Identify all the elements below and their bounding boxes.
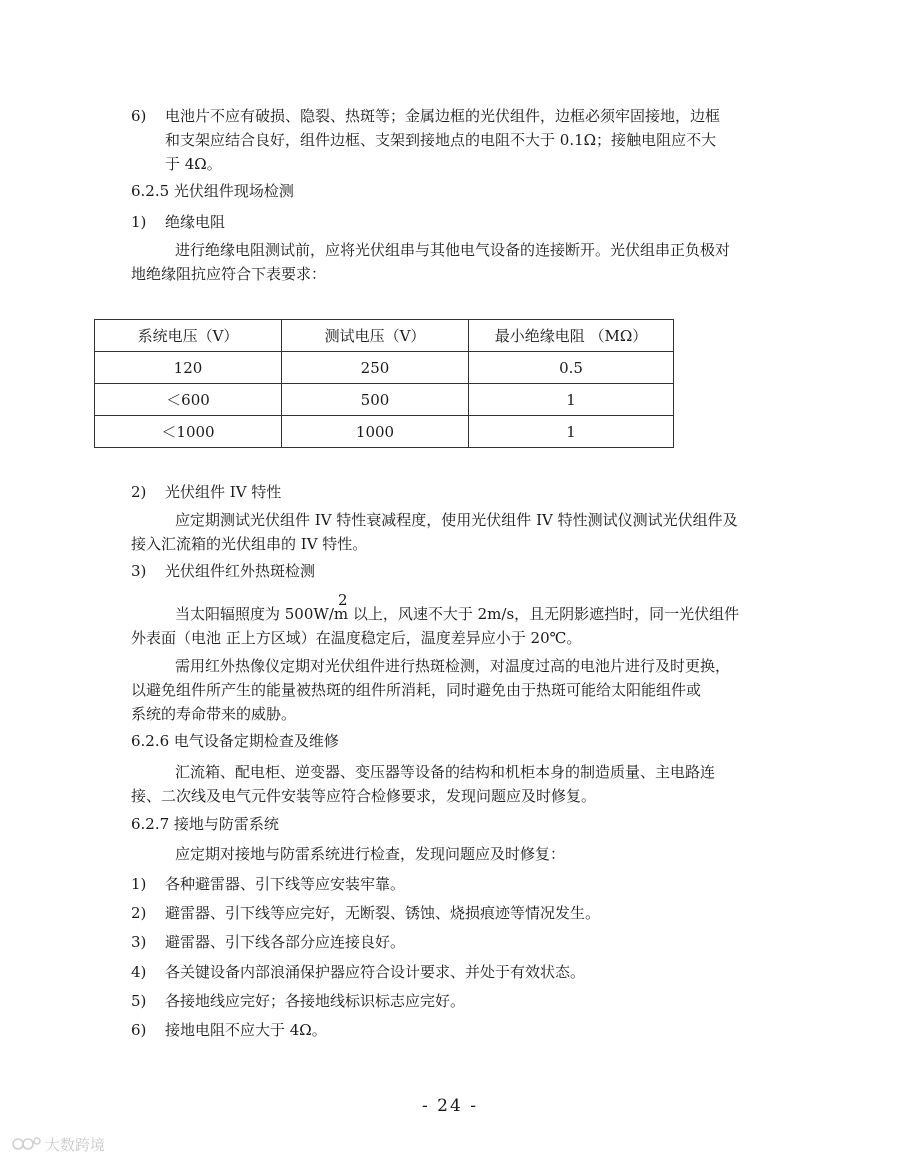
list-number: 6) [131,107,147,125]
table-cell: 1 [469,384,674,416]
section-heading: 6.2.5 光伏组件现场检测 [131,182,294,200]
table-cell: 250 [282,352,469,384]
list-item [131,903,600,924]
paragraph-line: 地绝缘阻抗应符合下表要求： [131,265,327,283]
list-number: 4) [131,963,147,981]
paragraph-line: 系统的寿命带来的威胁。 [131,705,297,723]
list-item [131,932,405,953]
list-text: 接地电阻不应大于 4Ω。 [165,1021,327,1039]
list-item [131,106,720,127]
paragraph-line: 和支架应结合良好，组件边框、支架到接地点的电阻不大于 0.1Ω；接触电阻应不大 [165,131,717,149]
list-text: 各种避雷器、引下线等应安装牢靠。 [165,875,406,893]
paragraph-line: 外表面（电池 正上方区域）在温度稳定后，温度差异应小于 20℃。 [131,629,582,647]
list-item [131,874,405,895]
list-number: 1) [131,875,147,893]
list-text: 避雷器、引下线等应完好，无断裂、锈蚀、烧损痕迹等情况发生。 [165,904,601,922]
subsection-heading [131,561,315,582]
list-item [131,962,585,983]
paragraph-line: 当太阳辐照度为 500W/m 以上，风速不大于 2m/s，且无阴影遮挡时，同一光伏组件 [175,605,740,623]
table-header-row [95,320,674,352]
list-number: 3) [131,562,147,580]
paragraph-line: 以避免组件所产生的能量被热斑的组件所消耗，同时避免由于热斑可能给太阳能组件或 [131,681,702,699]
paragraph-line: 接入汇流箱的光伏组串的 IV 特性。 [131,535,368,553]
subsection-title: 光伏组件红外热斑检测 [165,562,316,580]
watermark-text: 大数跨境 [45,1136,106,1154]
logo-icon [12,1136,42,1156]
list-number: 2) [131,904,147,922]
table-cell: 120 [95,352,282,384]
table-cell: ＜600 [95,384,282,416]
paragraph-line: 应定期对接地与防雷系统进行检查，发现问题应及时修复： [175,845,566,863]
paragraph-line: 需用红外热像仪定期对光伏组件进行热斑检测，对温度过高的电池片进行及时更换， [175,657,731,675]
insulation-table [94,319,674,448]
list-text: 各关键设备内部浪涌保护器应符合设计要求、并处于有效状态。 [165,963,586,981]
table-cell: 1 [469,416,674,448]
table-header-cell: 系统电压（V） [95,320,282,352]
subsection-heading [131,212,225,233]
paragraph-line: 电池片不应有破损、隐裂、热斑等；金属边框的光伏组件，边框必须牢固接地，边框 [165,107,721,125]
subsection-heading [131,482,281,503]
section-heading: 6.2.6 电气设备定期检查及维修 [131,732,339,750]
table-cell: 1000 [282,416,469,448]
list-number: 3) [131,933,147,951]
list-item [131,991,465,1012]
paragraph-line: 进行绝缘电阻测试前，应将光伏组串与其他电气设备的连接断开。光伏组串正负极对 [175,241,731,259]
subsection-title: 光伏组件 IV 特性 [165,483,282,501]
superscript: 2 [338,591,348,609]
list-text: 避雷器、引下线各部分应连接良好。 [165,933,406,951]
list-text: 各接地线应完好；各接地线标识标志应完好。 [165,992,466,1010]
table-header-cell: 测试电压（V） [282,320,469,352]
list-item [131,1020,327,1041]
paragraph-line: 于 4Ω。 [165,155,222,173]
page-number: - 24 - [422,1096,478,1116]
list-number: 6) [131,1021,147,1039]
watermark [12,1134,105,1156]
table-cell: 0.5 [469,352,674,384]
section-heading: 6.2.7 接地与防雷系统 [131,815,279,833]
list-number: 5) [131,992,147,1010]
table-row [95,352,674,384]
list-number: 2) [131,483,147,501]
paragraph-line: 应定期测试光伏组件 IV 特性衰减程度，使用光伏组件 IV 特性测试仪测试光伏组件及 [175,511,738,529]
table-row [95,384,674,416]
paragraph-line: 接、二次线及电气元件安装等应符合检修要求，发现问题应及时修复。 [131,787,597,805]
table-header-cell: 最小绝缘电阻 （MΩ） [469,320,674,352]
table-cell: 500 [282,384,469,416]
table-cell: ＜1000 [95,416,282,448]
table-row [95,416,674,448]
paragraph-line: 汇流箱、配电柜、逆变器、变压器等设备的结构和机柜本身的制造质量、主电路连 [175,763,716,781]
list-number: 1) [131,213,147,231]
subsection-title: 绝缘电阻 [165,213,226,231]
